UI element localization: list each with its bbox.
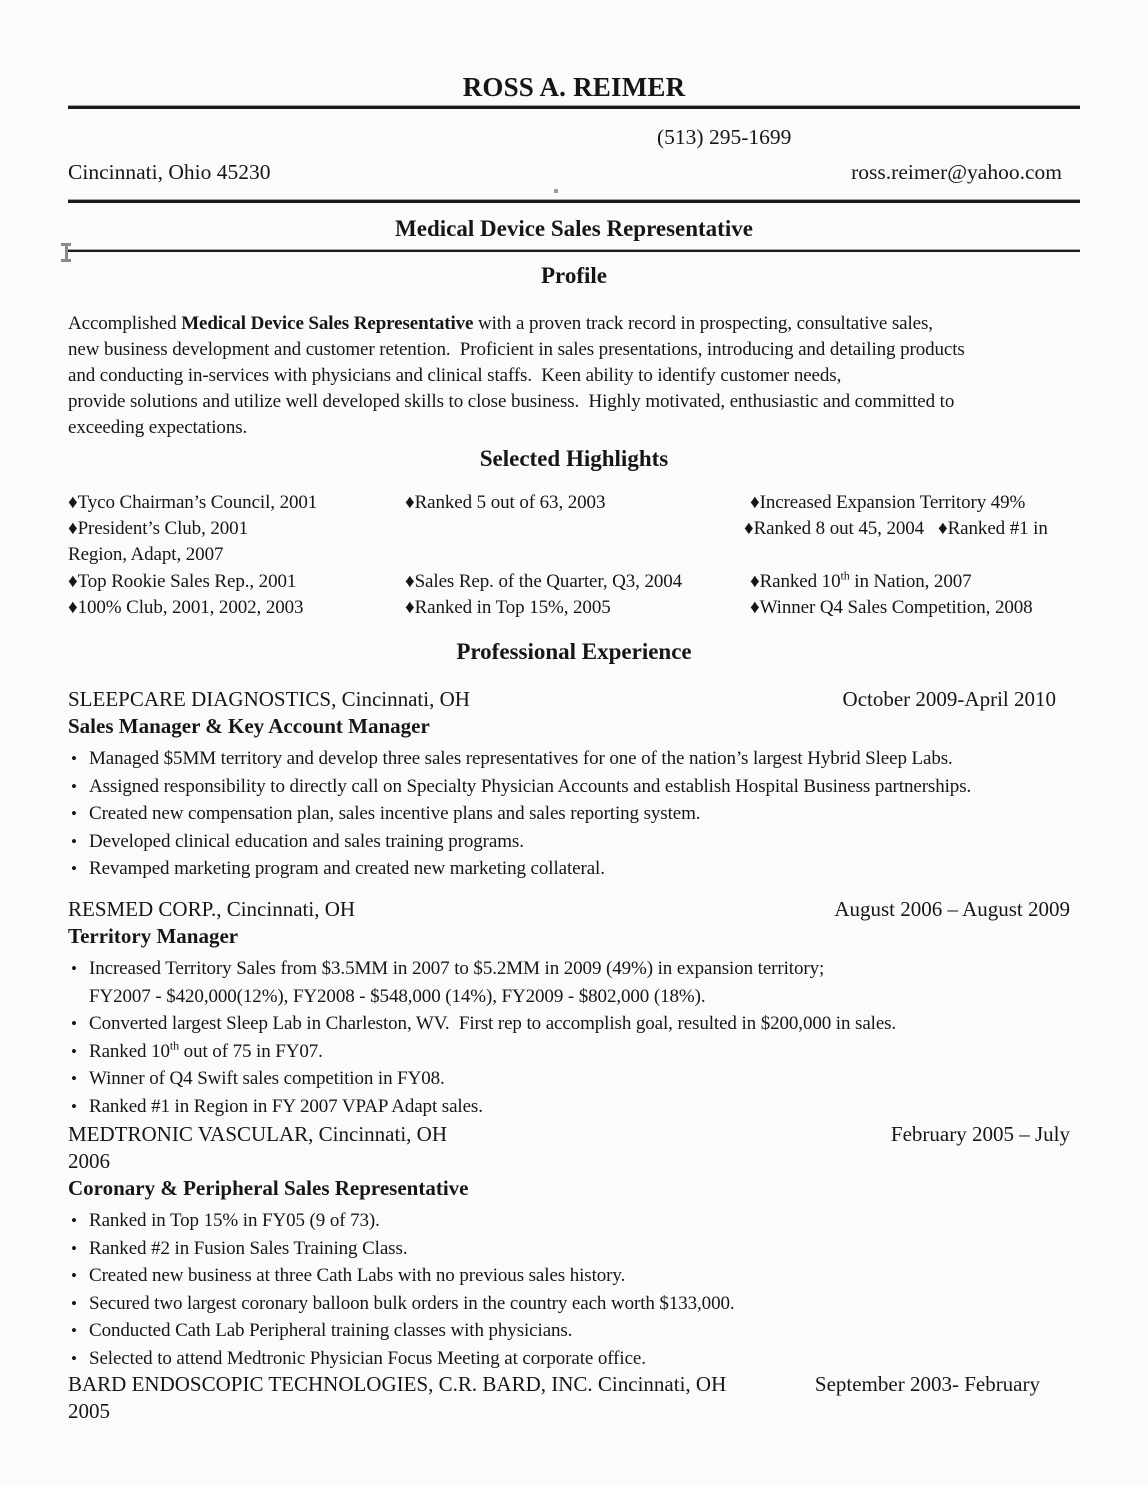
bullet-icon: • <box>71 1041 77 1061</box>
bullet-icon: • <box>71 804 77 824</box>
bullet-icon: • <box>71 1096 77 1116</box>
bullet-item <box>68 1317 1080 1345</box>
employment-dates: September 2003- February <box>814 1372 1040 1396</box>
company-name: MEDTRONIC VASCULAR, Cincinnati, OH <box>68 1122 447 1146</box>
location-text: Cincinnati, Ohio 45230 <box>68 160 271 184</box>
cursor-stem <box>65 246 68 259</box>
title-top-divider-line <box>68 200 1080 203</box>
employment-dates: October 2009-April 2010 <box>842 687 1056 711</box>
highlight-item: ♦Ranked 5 out of 63, 2003 <box>405 492 606 513</box>
ordinal-superscript: th <box>840 568 850 583</box>
bullet-list <box>68 955 1080 1121</box>
bullet-icon: • <box>71 959 77 978</box>
document-title: Medical Device Sales Representative <box>395 216 753 241</box>
bullet-item <box>68 1038 1080 1066</box>
job-header-row <box>68 686 1080 713</box>
bullet-text: Assigned responsibility to directly call on Specialty Physician Accounts and establish Hospital Business partnerships. <box>89 775 972 797</box>
employment-dates: August 2006 – August 2009 <box>834 897 1070 921</box>
profile-text-bold: Medical Device Sales Representative <box>181 313 474 334</box>
bullet-item <box>68 828 1080 856</box>
bullet-icon: • <box>71 1348 77 1368</box>
profile-line: provide solutions and utilize well developed skills to close business. Highly motivated, enthusiastic and committed to <box>68 391 955 412</box>
bullet-item <box>68 1093 1080 1121</box>
job-title: Sales Manager & Key Account Manager <box>68 714 430 738</box>
highlight-item: ♦Ranked 8 out 45, 2004 ♦Ranked #1 in <box>744 518 1048 540</box>
bullet-item <box>68 800 1080 828</box>
employment-dates-wrap: 2005 <box>68 1399 110 1423</box>
email-text: ross.reimer@yahoo.com <box>851 160 1062 184</box>
bullet-text: Secured two largest coronary balloon bulk orders in the country each worth $133,000. <box>89 1292 735 1314</box>
bullet-item <box>68 745 1080 773</box>
bullet-item <box>68 1262 1080 1290</box>
highlight-text: ♦Ranked 10 <box>750 570 841 592</box>
bullet-text: Created new business at three Cath Labs with no previous sales history. <box>89 1265 626 1287</box>
job-title: Territory Manager <box>68 924 239 948</box>
ordinal-superscript: th <box>169 1038 180 1053</box>
profile-section-heading: Profile <box>541 263 607 288</box>
bullet-icon: • <box>71 1069 77 1089</box>
company-name: BARD ENDOSCOPIC TECHNOLOGIES, C.R. BARD, INC. Cincinnati, OH <box>68 1372 727 1396</box>
bullet-icon: • <box>71 1321 77 1341</box>
job-entry-bard <box>68 1371 1080 1425</box>
bullet-text: Conducted Cath Lab Peripheral training classes with physicians. <box>89 1320 573 1342</box>
highlight-wrap-line: Region, Adapt, 2007 <box>68 544 224 566</box>
job-entry-resmed <box>68 896 1080 1121</box>
highlight-empty-cell <box>405 516 750 542</box>
profile-line: new business development and customer retention. Proficient in sales presentations, introducing and detailing products <box>68 339 965 360</box>
bullet-list <box>68 745 1080 883</box>
bullet-item <box>68 1065 1080 1093</box>
experience-section-heading: Professional Experience <box>456 639 692 664</box>
highlight-item: ♦Ranked in Top 15%, 2005 <box>405 596 611 618</box>
candidate-name: ROSS A. REIMER <box>462 72 686 102</box>
profile-text-plain: with a proven track record in prospecting, consultative sales, <box>473 313 933 334</box>
job-header-row <box>68 896 1080 923</box>
profile-line <box>68 311 1080 337</box>
bullet-icon: • <box>71 1266 77 1286</box>
employment-dates: February 2005 – July <box>890 1122 1070 1146</box>
company-name: SLEEPCARE DIAGNOSTICS, Cincinnati, OH <box>68 687 470 711</box>
title-bottom-divider-line <box>68 250 1080 252</box>
company-name: RESMED CORP., Cincinnati, OH <box>68 897 356 921</box>
bullet-text: Increased Territory Sales from $3.5MM in 2007 to $5.2MM in 2009 (49%) in expansion territory; <box>89 958 825 979</box>
bullet-text-part: Ranked 10 <box>89 1040 170 1062</box>
bullet-icon: • <box>71 776 77 796</box>
highlight-item: ♦Increased Expansion Territory 49% <box>750 492 1026 513</box>
bullet-item <box>68 1290 1080 1318</box>
bullet-item <box>68 1235 1080 1263</box>
contact-row <box>68 157 1080 187</box>
scan-artifact-dot <box>554 189 558 193</box>
highlight-item: ♦Sales Rep. of the Quarter, Q3, 2004 <box>405 570 683 592</box>
bullet-item <box>68 1010 1080 1038</box>
bullet-text: Developed clinical education and sales training programs. <box>89 830 524 852</box>
bullet-icon: • <box>71 831 77 851</box>
bullet-text: Revamped marketing program and created new marketing collateral. <box>89 858 605 880</box>
bullet-text: Winner of Q4 Swift sales competition in FY08. <box>89 1068 445 1090</box>
highlight-item: ♦Top Rookie Sales Rep., 2001 <box>68 570 297 592</box>
profile-line: exceeding expectations. <box>68 417 248 438</box>
bullet-icon: • <box>71 749 77 768</box>
bullet-text: Managed $5MM territory and develop three sales representatives for one of the nation’s largest Hybrid Sleep Labs. <box>89 748 953 769</box>
profile-paragraph <box>68 311 1080 441</box>
bullet-list <box>68 1207 1080 1373</box>
job-title: Coronary & Peripheral Sales Representative <box>68 1176 469 1200</box>
highlight-text: in Nation, 2007 <box>849 570 972 592</box>
job-entry-sleepcare <box>68 686 1080 883</box>
highlight-item: ♦Tyco Chairman’s Council, 2001 <box>68 492 318 513</box>
highlight-item: ♦President’s Club, 2001 <box>68 518 248 540</box>
bullet-icon: • <box>71 1014 77 1034</box>
bullet-icon: • <box>71 1238 77 1258</box>
bullet-icon: • <box>71 859 77 879</box>
bullet-text: Converted largest Sleep Lab in Charleston, WV. First rep to accomplish goal, resulted in $200,000 in sales. <box>89 1013 897 1035</box>
job-entry-medtronic <box>68 1121 1080 1373</box>
bullet-text: Ranked in Top 15% in FY05 (9 of 73). <box>89 1210 380 1231</box>
phone-number: (513) 295-1699 <box>657 125 792 149</box>
profile-line: and conducting in-services with physicians and clinical staffs. Keen ability to identify customer needs, <box>68 365 842 386</box>
profile-text-plain: Accomplished <box>68 313 182 334</box>
bullet-text: Selected to attend Medtronic Physician Focus Meeting at corporate office. <box>89 1347 646 1369</box>
job-header-row <box>68 1121 1080 1148</box>
bullet-text: Ranked #1 in Region in FY 2007 VPAP Adapt sales. <box>89 1095 483 1117</box>
bullet-item <box>68 773 1080 801</box>
bullet-text: Ranked #2 in Fusion Sales Training Class. <box>89 1237 408 1259</box>
highlight-item <box>750 569 1080 595</box>
bullet-icon: • <box>71 1293 77 1313</box>
bullet-item <box>68 1207 1080 1235</box>
bullet-continuation-line: FY2007 - $420,000(12%), FY2008 - $548,000 (14%), FY2009 - $802,000 (18%). <box>89 985 706 1007</box>
highlights-section-heading: Selected Highlights <box>479 446 669 471</box>
bullet-text-part: out of 75 in FY07. <box>179 1040 323 1062</box>
highlight-item: ♦Winner Q4 Sales Competition, 2008 <box>750 596 1033 618</box>
bullet-icon: • <box>71 1211 77 1230</box>
highlight-item: ♦100% Club, 2001, 2002, 2003 <box>68 596 304 618</box>
job-header-row <box>68 1371 1080 1398</box>
bullet-item <box>68 955 1080 983</box>
bullet-text: Created new compensation plan, sales incentive plans and sales reporting system. <box>89 803 701 825</box>
header-divider-line <box>68 106 1080 109</box>
employment-dates-wrap: 2006 <box>68 1149 110 1173</box>
bullet-text <box>89 1038 323 1066</box>
bullet-item <box>68 855 1080 883</box>
highlights-grid <box>68 490 1080 621</box>
bullet-item <box>68 1345 1080 1373</box>
